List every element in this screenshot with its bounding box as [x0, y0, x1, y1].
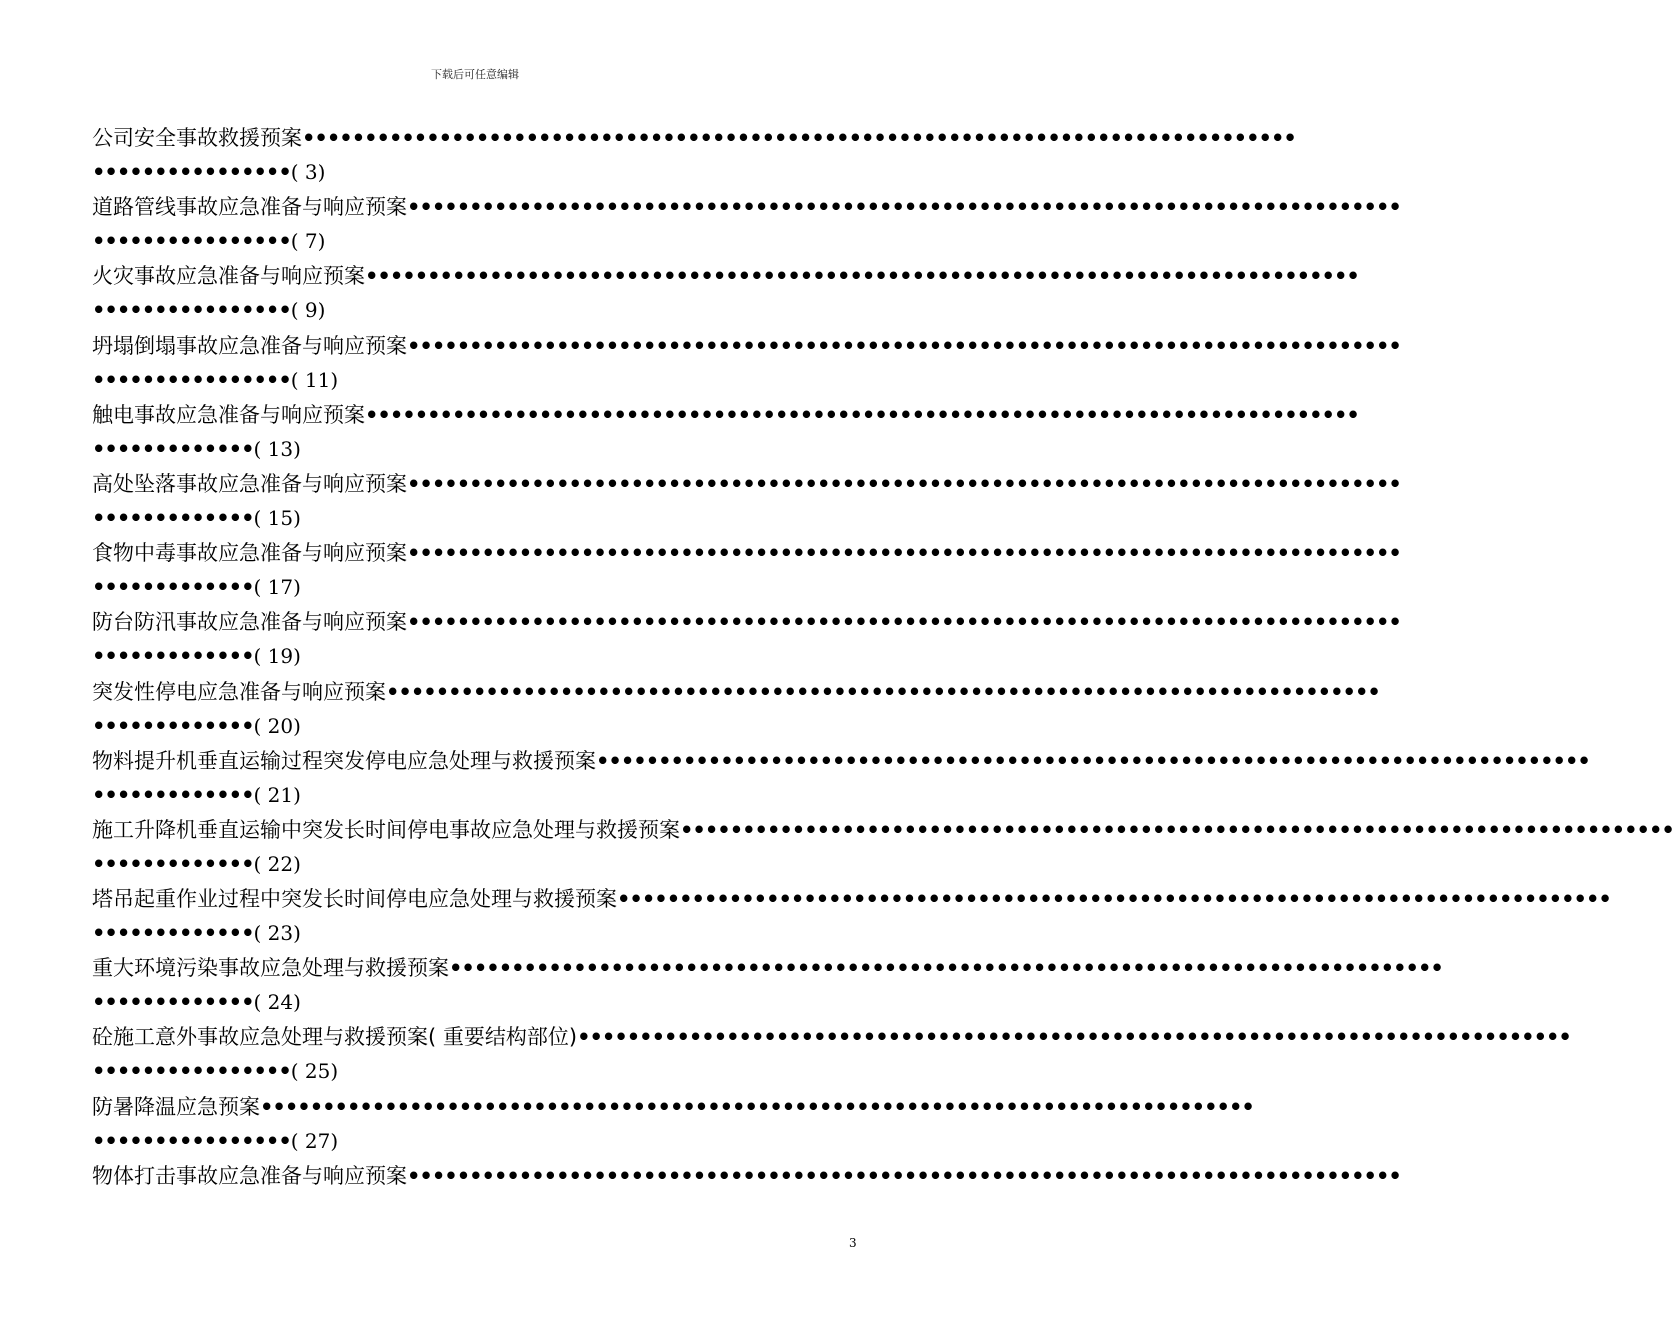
toc-page-ref: ( 9) [290, 298, 326, 323]
toc-page-ref: ( 25) [290, 1059, 339, 1084]
toc-entry [92, 467, 1401, 536]
toc-page-ref: ( 13) [253, 436, 301, 461]
toc-dot-leader: •••••••••••••••••••••••••••••••••••••••••••••••••••••••••••••••••••••••••••••••• [680, 817, 1674, 842]
toc-entry [92, 744, 1590, 813]
toc-page-ref: ( 15) [253, 505, 301, 530]
toc-entry-title: 触电事故应急准备与响应预案 [92, 402, 365, 427]
toc-dot-leader-continued: •••••••••••••••• [92, 229, 291, 254]
toc-dot-leader: •••••••••••••••••••••••••••••••••••••••••••••••••••••••••••••••••••••••••••••••• [365, 264, 1359, 289]
toc-dot-leader: •••••••••••••••••••••••••••••••••••••••••••••••••••••••••••••••••••••••••••••••• [407, 610, 1401, 635]
toc-entry-title-line [92, 1020, 1571, 1054]
toc-entry-title-line [92, 121, 1296, 155]
toc-entry-page-line [92, 224, 860, 258]
toc-entry-title: 食物中毒事故应急准备与响应预案 [92, 541, 407, 566]
toc-entry-title: 塔吊起重作业过程中突发长时间停电应急处理与救援预案 [92, 887, 617, 912]
toc-dot-leader-continued: ••••••••••••• [92, 713, 254, 738]
toc-entry [92, 398, 1359, 467]
toc-page-ref: ( 22) [253, 851, 301, 876]
toc-dot-leader-continued: •••••••••••••••• [92, 1128, 291, 1153]
toc-entry-title: 防台防汛事故应急准备与响应预案 [92, 610, 407, 635]
toc-page-ref: ( 7) [290, 229, 326, 254]
toc-entry [92, 951, 1443, 1020]
toc-entry [92, 1159, 1401, 1228]
toc-entry-title: 道路管线事故应急准备与响应预案 [92, 195, 407, 220]
toc-entry-page-line [92, 432, 860, 466]
toc-dot-leader-continued: ••••••••••••• [92, 921, 254, 946]
toc-dot-leader-continued: •••••••••••••••• [92, 160, 291, 184]
toc-entry-page-line [92, 363, 860, 397]
toc-entry-title-line [92, 398, 1359, 432]
toc-entry [92, 882, 1611, 951]
toc-page-ref: ( 17) [253, 575, 301, 600]
toc-dot-leader-continued: •••••••••••••••• [92, 367, 291, 392]
toc-page-ref: ( 3) [290, 160, 326, 184]
toc-page-ref: ( 21) [253, 782, 301, 807]
toc-dot-leader: •••••••••••••••••••••••••••••••••••••••••••••••••••••••••••••••••••••••••••••••• [407, 1163, 1401, 1188]
toc-entry-title: 突发性停电应急准备与响应预案 [92, 679, 386, 704]
toc-dot-leader: •••••••••••••••••••••••••••••••••••••••••••••••••••••••••••••••••••••••••••••••• [407, 471, 1401, 496]
toc-entry [92, 259, 1359, 328]
toc-dot-leader: •••••••••••••••••••••••••••••••••••••••••••••••••••••••••••••••••••••••••••••••• [596, 748, 1590, 773]
toc-dot-leader-continued: ••••••••••••• [92, 782, 254, 807]
toc-dot-leader: •••••••••••••••••••••••••••••••••••••••••••••••••••••••••••••••••••••••••••••••• [407, 195, 1401, 220]
toc-dot-leader: •••••••••••••••••••••••••••••••••••••••••••••••••••••••••••••••••••••••••••••••• [260, 1094, 1254, 1119]
toc-page-ref: ( 11) [290, 367, 339, 392]
toc-entry-title: 公司安全事故救援预案 [92, 126, 302, 150]
toc-entry-page-line [92, 570, 860, 604]
toc-entry-page-line [92, 639, 860, 673]
toc-dot-leader: •••••••••••••••••••••••••••••••••••••••••••••••••••••••••••••••••••••••••••••••• [577, 1025, 1571, 1050]
toc-dot-leader: •••••••••••••••••••••••••••••••••••••••••••••••••••••••••••••••••••••••••••••••• [449, 956, 1443, 981]
toc-entry-title-line [92, 190, 1401, 224]
toc-entry-title: 防暑降温应急预案 [92, 1094, 260, 1119]
toc-dot-leader: •••••••••••••••••••••••••••••••••••••••••••••••••••••••••••••••••••••••••••••••• [617, 887, 1611, 912]
toc-entry-title-line [92, 951, 1443, 985]
toc-entry-title: 火灾事故应急准备与响应预案 [92, 264, 365, 289]
toc-dot-leader: •••••••••••••••••••••••••••••••••••••••••••••••••••••••••••••••••••••••••••••••• [407, 333, 1401, 358]
table-of-contents [92, 121, 1674, 1228]
toc-entry-page-line [92, 709, 860, 743]
toc-page-ref: ( 24) [253, 990, 301, 1015]
toc-dot-leader-continued: ••••••••••••• [92, 505, 254, 530]
toc-dot-leader-continued: ••••••••••••• [92, 851, 254, 876]
toc-entry [92, 190, 1401, 259]
toc-entry-title-line [92, 329, 1401, 363]
toc-entry-page-line [92, 1054, 860, 1088]
toc-entry-title-line [92, 882, 1611, 916]
toc-entry-page-line [92, 293, 860, 327]
toc-entry-page-line [92, 1124, 860, 1158]
toc-dot-leader-continued: ••••••••••••• [92, 990, 254, 1015]
toc-dot-leader-continued: ••••••••••••• [92, 436, 254, 461]
toc-entry-page-line [92, 155, 860, 189]
toc-entry-title-line [92, 813, 1674, 847]
toc-entry-title: 重大环境污染事故应急处理与救援预案 [92, 956, 449, 981]
toc-entry-title-line [92, 744, 1590, 778]
toc-entry-title: 施工升降机垂直运输中突发长时间停电事故应急处理与救援预案 [92, 817, 680, 842]
toc-entry-title-line [92, 536, 1401, 570]
toc-dot-leader: •••••••••••••••••••••••••••••••••••••••••••••••••••••••••••••••••••••••••••••••• [365, 402, 1359, 427]
toc-dot-leader: •••••••••••••••••••••••••••••••••••••••••••••••••••••••••••••••••••••••••••••••• [407, 541, 1401, 566]
toc-entry-title-line [92, 605, 1401, 639]
toc-entry-page-line [92, 778, 860, 812]
toc-entry-title-line [92, 467, 1401, 501]
toc-dot-leader-continued: ••••••••••••• [92, 575, 254, 600]
toc-entry-title-line [92, 259, 1359, 293]
toc-dot-leader: •••••••••••••••••••••••••••••••••••••••••••••••••••••••••••••••••••••••••••••••• [386, 679, 1380, 704]
toc-page-ref: ( 23) [253, 921, 301, 946]
page-header: 下载后可任意编辑 [431, 68, 519, 81]
toc-entry-title: 坍塌倒塌事故应急准备与响应预案 [92, 333, 407, 358]
toc-entry-page-line [92, 916, 860, 950]
toc-dot-leader: •••••••••••••••••••••••••••••••••••••••••••••••••••••••••••••••••••••••••••••••• [302, 126, 1296, 150]
toc-entry [92, 329, 1401, 398]
toc-entry [92, 536, 1401, 605]
toc-entry-title: 砼施工意外事故应急处理与救援预案( 重要结构部位) [92, 1025, 578, 1050]
toc-entry [92, 1020, 1571, 1089]
toc-entry-title-line [92, 1159, 1401, 1193]
toc-page-ref: ( 20) [253, 713, 301, 738]
toc-entry-title: 物体打击事故应急准备与响应预案 [92, 1163, 407, 1188]
toc-dot-leader-continued: •••••••••••••••• [92, 1059, 291, 1084]
toc-entry-title: 物料提升机垂直运输过程突发停电应急处理与救援预案 [92, 748, 596, 773]
toc-entry [92, 605, 1401, 674]
toc-dot-leader-continued: ••••••••••••• [92, 644, 254, 669]
toc-entry [92, 813, 1674, 882]
toc-entry [92, 121, 1296, 190]
toc-page-ref: ( 19) [253, 644, 301, 669]
toc-entry-title-line [92, 675, 1380, 709]
toc-entry-page-line [92, 985, 860, 1019]
toc-page-ref: ( 27) [290, 1128, 339, 1153]
toc-entry-title: 高处坠落事故应急准备与响应预案 [92, 471, 407, 496]
toc-entry-title-line [92, 1090, 1254, 1124]
toc-entry-page-line [92, 501, 860, 535]
page-number: 3 [849, 1236, 857, 1250]
toc-entry-page-line [92, 847, 860, 881]
toc-entry [92, 1090, 1254, 1159]
toc-entry [92, 675, 1380, 744]
toc-dot-leader-continued: •••••••••••••••• [92, 298, 291, 323]
